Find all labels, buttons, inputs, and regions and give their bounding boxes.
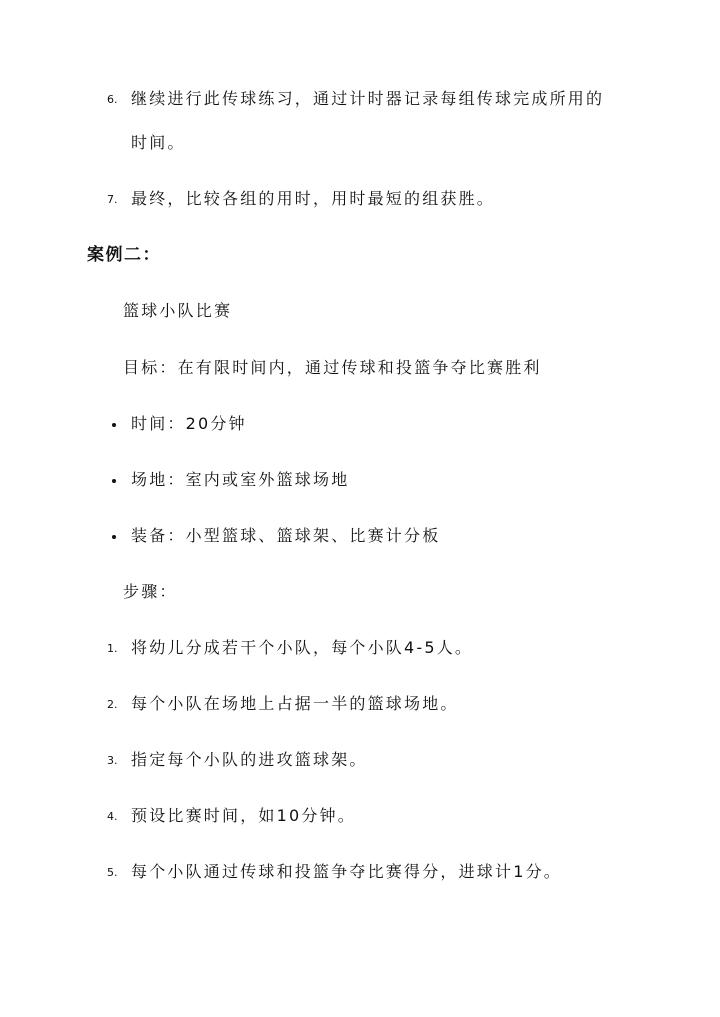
bullet-dot: [112, 535, 116, 539]
step-4-text: 预设比赛时间，如10分钟。: [131, 806, 356, 825]
game-title: 篮球小队比赛: [123, 301, 233, 320]
step-2-text: 每个小队在场地上占据一半的篮球场地。: [131, 694, 459, 713]
step-2-number: 2.: [107, 698, 118, 711]
step-3-number: 3.: [107, 754, 118, 767]
step-3-text: 指定每个小队的进攻篮球架。: [131, 750, 368, 769]
bullet-venue: 场地：室内或室外篮球场地: [131, 470, 350, 489]
step-7-number: 7.: [107, 193, 118, 206]
step-7-text: 最终，比较各组的用时，用时最短的组获胜。: [131, 189, 496, 208]
step-5-text: 每个小队通过传球和投篮争夺比赛得分，进球计1分。: [131, 862, 562, 881]
bullet-time: 时间：20分钟: [131, 414, 247, 433]
step-6-number: 6.: [107, 93, 118, 106]
step-5-number: 5.: [107, 866, 118, 879]
case-heading: 案例二：: [87, 245, 161, 265]
bullet-dot: [112, 423, 116, 427]
step-1-number: 1.: [107, 642, 118, 655]
step-6-continuation: 时间。: [131, 133, 186, 152]
goal-text: 目标：在有限时间内，通过传球和投篮争夺比赛胜利: [123, 358, 542, 377]
bullet-equipment: 装备：小型篮球、篮球架、比赛计分板: [131, 526, 441, 545]
step-4-number: 4.: [107, 810, 118, 823]
bullet-dot: [112, 479, 116, 483]
step-6-text: 继续进行此传球练习，通过计时器记录每组传球完成所用的: [131, 89, 605, 108]
steps-label: 步骤：: [123, 582, 178, 601]
step-1-text: 将幼儿分成若干个小队，每个小队4-5人。: [131, 638, 474, 657]
